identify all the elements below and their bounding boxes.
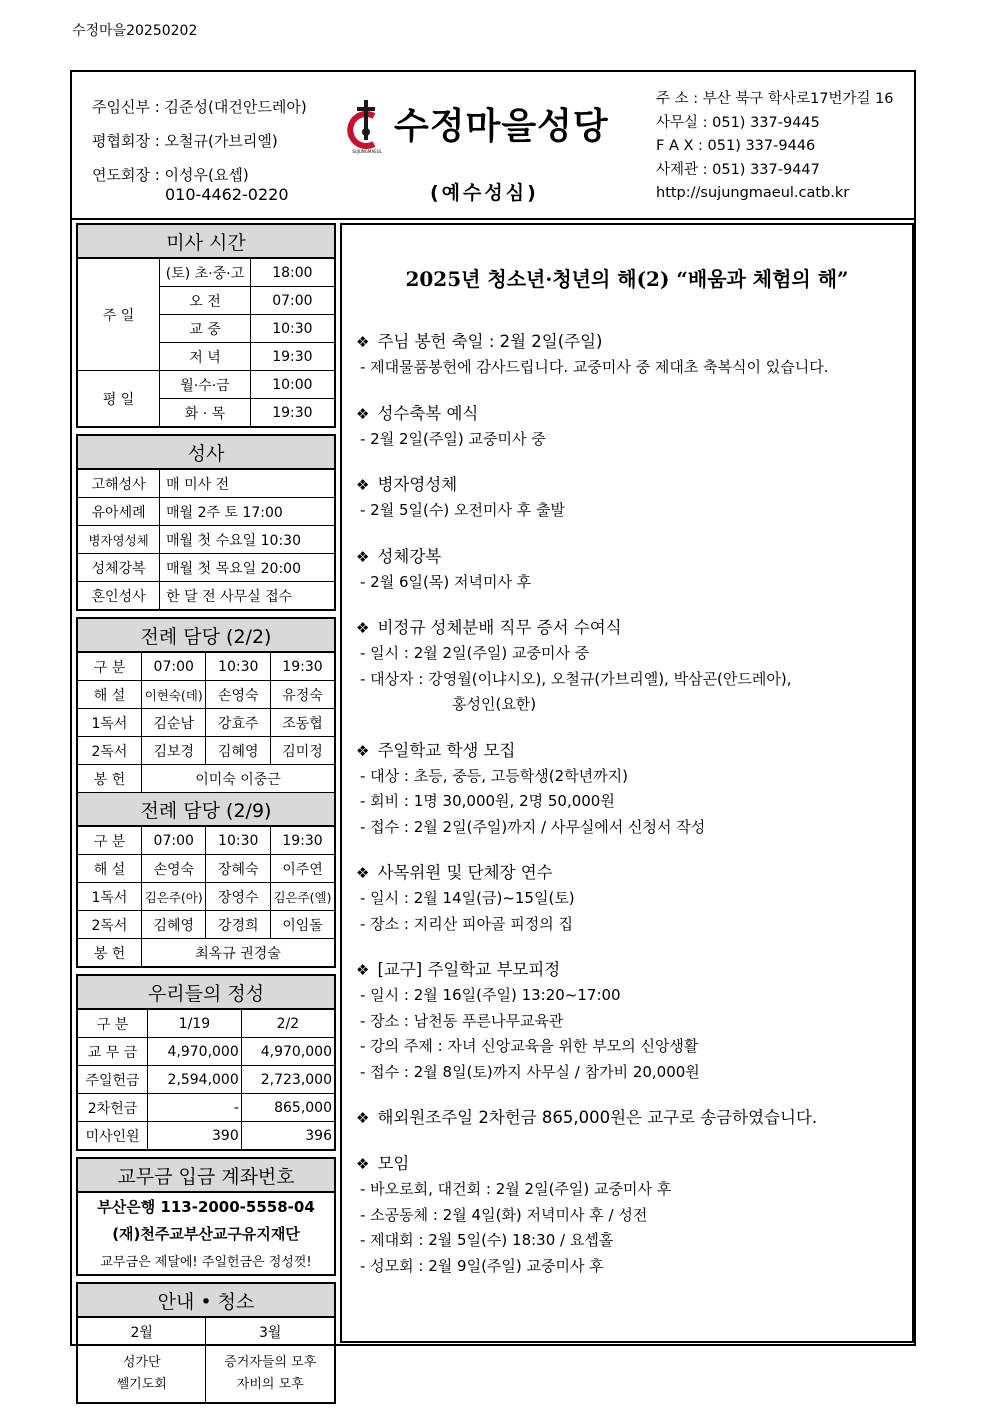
mass-name: 교 중 [160, 315, 251, 343]
sacrament-label: 혼인성사 [77, 582, 160, 611]
cleaning-group: 증거자들의 모후 [224, 1355, 317, 1370]
liturgy-table [76, 617, 336, 968]
section-item: - 바오로회, 대건회 : 2월 2일(주일) 교중미사 후 [360, 1180, 672, 1198]
section-item: - 2월 6일(목) 저녁미사 후 [360, 572, 532, 591]
mass-name: 저 녁 [160, 343, 251, 371]
offering-value: 390 [148, 1122, 242, 1151]
liturgy-person: 김보경 [141, 737, 205, 765]
section-heading-text: 성수축복 예식 [377, 403, 479, 423]
mass-name: 월·수·금 [160, 371, 251, 399]
liturgy-role: 해 설 [77, 855, 141, 883]
bank-account: 부산은행 113-2000-5558-04 [97, 1198, 315, 1216]
section-item: - 제대물품봉헌에 감사드립니다. 교중미사 중 제대초 축복식이 있습니다. [360, 358, 829, 376]
liturgy-role: 해 설 [77, 681, 141, 709]
offering-head: 2/2 [241, 1009, 335, 1038]
section-item: - 제대회 : 2월 5일(수) 18:30 / 요셉홀 [360, 1231, 614, 1249]
mass-times-table [76, 223, 336, 428]
liturgy-head: 07:00 [141, 652, 205, 681]
announcement-section [356, 401, 908, 453]
mass-time: 18:00 [250, 258, 335, 287]
liturgy-person: 손영숙 [206, 681, 270, 709]
liturgy-person: 손영숙 [141, 855, 205, 883]
liturgy-role: 봉 헌 [77, 939, 141, 968]
diamond-bullet-icon: ❖ [356, 741, 370, 760]
section-item: - 대상 : 초등, 중등, 고등학생(2학년까지) [360, 766, 628, 785]
section-heading [356, 738, 908, 764]
announcement-section [356, 1151, 908, 1279]
cleaning-group: 성가단 [122, 1355, 161, 1370]
offering-value: - [148, 1094, 242, 1122]
cleaning-mar-groups [206, 1346, 335, 1404]
section-heading-text: 주일학교 학생 모집 [377, 740, 516, 760]
liturgy-person: 김은주(엘) [270, 883, 335, 911]
sacrament-label: 병자영성체 [77, 526, 160, 554]
account-notice: 교무금은 제달에! 주일헌금은 정성껏! [100, 1255, 312, 1270]
mass-name: 오 전 [160, 287, 251, 315]
liturgy-person: 이현숙(데) [141, 681, 205, 709]
liturgy-role: 1독서 [77, 883, 141, 911]
church-name: 수정마을성당 [394, 106, 609, 147]
liturgy-role: 1독서 [77, 709, 141, 737]
website-link[interactable]: http://sujungmaeul.catb.kr [656, 185, 850, 201]
offering-value: 865,000 [241, 1094, 335, 1122]
diamond-bullet-icon: ❖ [356, 1155, 370, 1173]
liturgy-person: 장혜숙 [206, 855, 270, 883]
youth-phone: 010-4462-0220 [165, 185, 289, 204]
section-item: - 강의 주제 : 자녀 신앙교육을 위한 부모의 신앙생활 [360, 1037, 699, 1055]
account-holder: (재)천주교부산교구유지재단 [112, 1225, 300, 1243]
liturgy-head: 19:30 [270, 652, 335, 681]
sacrament-value: 매월 첫 목요일 20:00 [160, 554, 335, 582]
document-id: 수정마을20250202 [72, 23, 198, 39]
diamond-bullet-icon: ❖ [356, 1109, 370, 1127]
offering-value: 2,594,000 [148, 1066, 242, 1094]
sacrament-value: 한 달 전 사무실 접수 [160, 582, 335, 611]
liturgy-role: 봉 헌 [77, 765, 141, 793]
liturgy-head: 구 분 [77, 826, 141, 855]
section-heading-text: 모임 [377, 1154, 410, 1173]
liturgy-person: 김혜영 [206, 737, 270, 765]
liturgy-title-0209: 전례 담당 (2/9) [77, 793, 335, 827]
mass-name: (토) 초·중·고 [160, 258, 251, 287]
cleaning-feb-groups [77, 1346, 206, 1404]
sacrament-value: 매 미사 전 [160, 469, 335, 498]
liturgy-person: 강효주 [206, 709, 270, 737]
liturgy-person: 김혜영 [141, 911, 205, 939]
liturgy-head: 10:30 [206, 652, 270, 681]
sacraments-table [76, 434, 336, 611]
offering-label: 미사인원 [77, 1122, 148, 1151]
bulletin-header [72, 72, 914, 220]
mass-time: 10:00 [250, 371, 335, 399]
section-item: - 접수 : 2월 8일(토)까지 사무실 / 참가비 20,000원 [360, 1062, 700, 1081]
account-table [76, 1157, 336, 1276]
section-heading-text: 성체강복 [377, 546, 442, 566]
mass-time: 19:30 [250, 343, 335, 371]
sacrament-label: 고해성사 [77, 469, 160, 498]
section-item: - 일시 : 2월 2일(주일) 교중미사 중 [360, 644, 590, 662]
section-item: - 대상자 : 강영월(이냐시오), 오철규(가브리엘), 박삼곤(안드레아), [360, 669, 792, 688]
diamond-bullet-icon: ❖ [356, 333, 370, 351]
section-item: - 회비 : 1명 30,000원, 2명 50,000원 [360, 792, 615, 810]
liturgy-person: 유정숙 [270, 681, 335, 709]
section-heading [356, 329, 908, 355]
sidebar [76, 223, 336, 1410]
liturgy-person: 조동협 [270, 709, 335, 737]
mass-time: 19:30 [250, 399, 335, 428]
fax-number: F A X : 051) 337-9446 [656, 138, 816, 154]
liturgy-person: 김은주(아) [141, 883, 205, 911]
section-item: - 2월 2일(주일) 교중미사 중 [360, 429, 546, 448]
announcement-section [356, 1105, 908, 1131]
logo-small-text: SUJUNGMAEUL [352, 149, 382, 154]
announcement-section [356, 472, 908, 524]
cleaning-group: 자비의 모후 [236, 1377, 304, 1392]
youth-info: 연도회장 : 이성우(요셉) [92, 166, 249, 184]
announcement-section [356, 957, 908, 1085]
sacrament-value: 매월 2주 토 17:00 [160, 498, 335, 526]
priest-info: 주임신부 : 김준성(대건안드레아) [92, 98, 307, 116]
offerings-title: 우리들의 정성 [77, 975, 335, 1009]
mass-name: 화 · 목 [160, 399, 251, 428]
section-item: - 2월 5일(수) 오전미사 후 출발 [360, 501, 565, 519]
diamond-bullet-icon: ❖ [356, 404, 370, 423]
bulletin-frame [70, 70, 916, 1392]
offering-value: 4,970,000 [241, 1038, 335, 1066]
sacraments-title: 성사 [77, 435, 335, 469]
liturgy-person: 이임돌 [270, 911, 335, 939]
section-heading-text: 사목위원 및 단체장 연수 [377, 863, 553, 882]
section-heading [356, 860, 908, 886]
address: 주 소 : 부산 북구 학사로17번가길 16 [656, 91, 894, 107]
motto: (예수성심) [430, 182, 539, 204]
liturgy-head: 07:00 [141, 826, 205, 855]
section-heading-text: 해외원조주일 2차헌금 865,000원은 교구로 송금하였습니다. [377, 1108, 818, 1127]
section-heading [356, 401, 908, 427]
cleaning-table [76, 1282, 336, 1404]
offering-head: 1/19 [148, 1009, 242, 1038]
diamond-bullet-icon: ❖ [356, 619, 370, 637]
mass-times-title: 미사 시간 [77, 224, 335, 258]
announcement-section [356, 329, 908, 381]
cleaning-title: 안내 • 청소 [77, 1283, 335, 1317]
account-title: 교무금 입금 계좌번호 [77, 1158, 335, 1192]
section-heading [356, 957, 908, 983]
section-heading-text: [교구] 주일학교 부모피정 [377, 960, 561, 979]
mass-time: 10:30 [250, 315, 335, 343]
liturgy-person: 강경희 [206, 911, 270, 939]
offering-value: 4,970,000 [148, 1038, 242, 1066]
church-emblem-icon [344, 98, 390, 156]
sacrament-label: 성체강복 [77, 554, 160, 582]
liturgy-head: 구 분 [77, 652, 141, 681]
weekday-label: 평 일 [77, 371, 160, 428]
diamond-bullet-icon: ❖ [356, 547, 370, 566]
office-phone: 사무실 : 051) 337-9445 [656, 114, 820, 131]
continuation-text: 홍성인(요한) [452, 695, 537, 713]
liturgy-offering: 최옥규 권경술 [141, 939, 335, 968]
church-logo [344, 94, 644, 154]
liturgy-role: 2독서 [77, 911, 141, 939]
cleaning-month: 2월 [77, 1317, 206, 1346]
section-item: - 장소 : 남천동 푸른나무교육관 [360, 1011, 564, 1030]
offering-label: 교 무 금 [77, 1038, 148, 1066]
announcement-section [356, 860, 908, 937]
cleaning-group: 쎌기도회 [116, 1377, 167, 1392]
sacrament-label: 유아세례 [77, 498, 160, 526]
rectory-phone: 사제관 : 051) 337-9447 [656, 161, 820, 178]
section-heading-text: 주님 봉헌 축일 : 2월 2일(주일) [377, 332, 603, 351]
section-heading-text: 병자영성체 [377, 475, 458, 494]
announcement-section [356, 615, 908, 718]
offering-head: 구 분 [77, 1009, 148, 1038]
main-title: 2025년 청소년·청년의 해(2) “배움과 체험의 해” [405, 267, 849, 291]
sacrament-value: 매월 첫 수요일 10:30 [160, 526, 335, 554]
section-item: - 소공동체 : 2월 4일(화) 저녁미사 후 / 성전 [360, 1205, 648, 1224]
section-heading [356, 615, 908, 641]
liturgy-person: 김순남 [141, 709, 205, 737]
offering-value: 396 [241, 1122, 335, 1151]
section-item: - 접수 : 2월 2일(주일)까지 / 사무실에서 신청서 작성 [360, 817, 706, 836]
section-item: - 일시 : 2월 16일(주일) 13:20~17:00 [360, 986, 621, 1004]
announcement-section [356, 544, 908, 596]
mass-time: 07:00 [250, 287, 335, 315]
liturgy-person: 이주연 [270, 855, 335, 883]
main-announcements [340, 223, 914, 1343]
announcement-section [356, 738, 908, 841]
section-heading-text: 비정규 성체분배 직무 증서 수여식 [377, 618, 622, 637]
liturgy-head: 19:30 [270, 826, 335, 855]
liturgy-head: 10:30 [206, 826, 270, 855]
offering-value: 2,723,000 [241, 1066, 335, 1094]
section-item-continuation [356, 692, 908, 718]
section-heading [356, 472, 908, 498]
liturgy-person: 장영수 [206, 883, 270, 911]
section-heading [356, 1151, 908, 1177]
liturgy-role: 2독서 [77, 737, 141, 765]
section-item: - 장소 : 지리산 피아골 피정의 집 [360, 914, 573, 933]
announcement-sections [356, 329, 908, 1299]
contact-info [656, 88, 894, 206]
section-heading [356, 1105, 908, 1131]
diamond-bullet-icon: ❖ [356, 476, 370, 494]
offering-label: 2차헌금 [77, 1094, 148, 1122]
section-item: - 일시 : 2월 14일(금)~15일(토) [360, 889, 575, 907]
liturgy-person: 김미정 [270, 737, 335, 765]
staff-info [92, 90, 307, 204]
council-info: 평협회장 : 오철규(가브리엘) [92, 132, 278, 150]
offerings-table [76, 974, 336, 1151]
cleaning-month: 3월 [206, 1317, 335, 1346]
diamond-bullet-icon: ❖ [356, 961, 370, 979]
offering-label: 주일헌금 [77, 1066, 148, 1094]
liturgy-title-0202: 전례 담당 (2/2) [77, 618, 335, 652]
liturgy-offering: 이미숙 이중근 [141, 765, 335, 793]
diamond-bullet-icon: ❖ [356, 864, 370, 882]
section-item: - 성모회 : 2월 9일(주일) 교중미사 후 [360, 1256, 604, 1275]
sunday-label: 주 일 [77, 258, 160, 371]
section-heading [356, 544, 908, 570]
